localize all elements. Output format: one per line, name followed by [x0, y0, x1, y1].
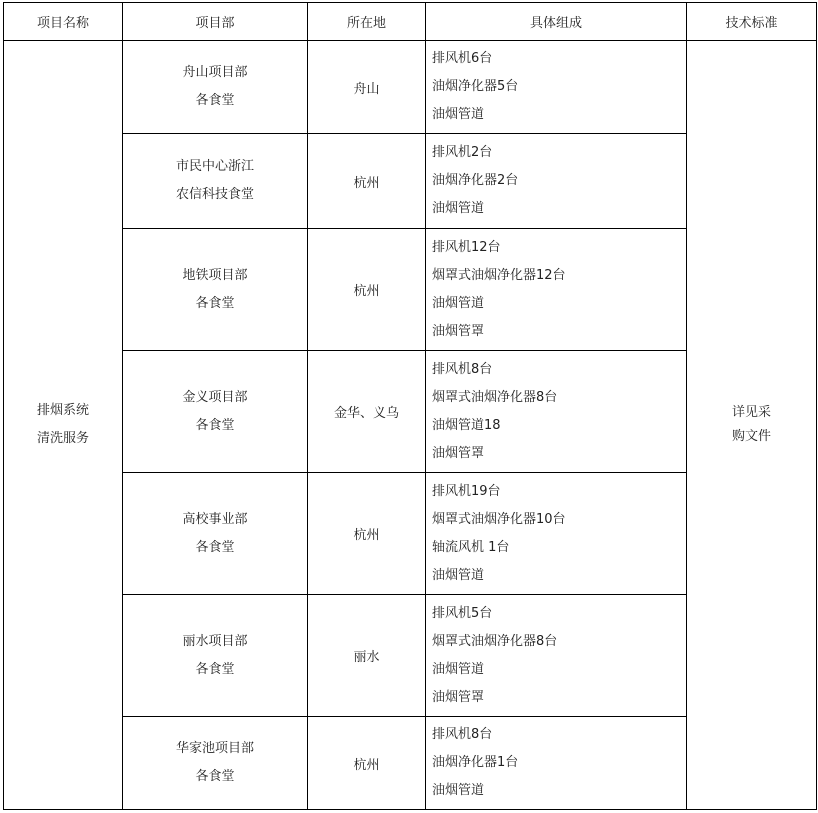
component-item: 油烟管道18: [432, 417, 501, 433]
department-line: 华家池项目部: [175, 741, 254, 756]
tech-standard-line: 详见采: [731, 405, 771, 420]
department-line: 金义项目部: [182, 389, 248, 405]
department-cell: [123, 595, 308, 717]
location-cell: 金华、义乌: [308, 351, 426, 473]
component-item: 油烟管道: [432, 295, 485, 311]
department-line: 各食堂: [195, 93, 235, 108]
component-item: 油烟管罩: [432, 323, 485, 339]
project-name-line: 排烟系统: [36, 403, 89, 418]
component-item: 排风机2台: [432, 145, 493, 160]
component-item: 烟罩式油烟净化器8台: [432, 633, 558, 649]
component-item: 油烟净化器5台: [432, 79, 519, 94]
component-item: 排风机12台: [432, 239, 501, 255]
location-cell: 杭州: [308, 229, 426, 351]
component-item: 排风机5台: [432, 605, 493, 621]
location-cell: 杭州: [308, 134, 426, 229]
component-item: 油烟净化器1台: [432, 755, 519, 770]
header-department: 项目部: [123, 3, 308, 41]
department-line: 舟山项目部: [182, 65, 248, 80]
component-item: 油烟管罩: [432, 689, 485, 705]
header-tech-standard: 技术标准: [687, 3, 817, 41]
tech-standard-line: 购文件: [731, 429, 771, 444]
department-line: 高校事业部: [182, 511, 248, 527]
component-item: 油烟管道: [432, 107, 485, 122]
location-cell: 舟山: [308, 41, 426, 134]
components-cell: [426, 351, 687, 473]
components-cell: [426, 473, 687, 595]
table-row: [4, 41, 817, 134]
component-item: 排风机19台: [432, 483, 501, 499]
department-cell: [123, 351, 308, 473]
header-location: 所在地: [308, 3, 426, 41]
components-cell: [426, 717, 687, 810]
department-cell: [123, 41, 308, 134]
tech-standard-cell: [687, 41, 817, 810]
equipment-table: [3, 2, 817, 810]
location-cell: 杭州: [308, 717, 426, 810]
component-item: 烟罩式油烟净化器10台: [432, 511, 566, 527]
components-cell: [426, 134, 687, 229]
component-item: 排风机8台: [432, 727, 493, 742]
department-cell: [123, 717, 308, 810]
header-row: [4, 3, 817, 41]
component-item: 烟罩式油烟净化器8台: [432, 389, 558, 405]
department-line: 市民中心浙江: [175, 159, 254, 174]
department-line: 各食堂: [195, 295, 235, 311]
components-cell: [426, 595, 687, 717]
department-line: 丽水项目部: [182, 633, 248, 649]
project-name-line: 清洗服务: [36, 431, 89, 446]
component-item: 排风机6台: [432, 51, 493, 66]
location-cell: 杭州: [308, 473, 426, 595]
component-item: 油烟管道: [432, 661, 485, 677]
department-line: 各食堂: [195, 769, 235, 784]
component-item: 油烟管道: [432, 783, 485, 798]
components-cell: [426, 41, 687, 134]
component-item: 轴流风机 1台: [432, 539, 510, 555]
header-components: 具体组成: [426, 3, 687, 41]
project-name-cell: [4, 41, 123, 810]
component-item: 油烟管道: [432, 567, 485, 583]
header-project-name: 项目名称: [4, 3, 123, 41]
component-item: 油烟净化器2台: [432, 173, 519, 188]
component-item: 油烟管罩: [432, 445, 485, 461]
component-item: 油烟管道: [432, 201, 485, 216]
department-line: 各食堂: [195, 539, 235, 555]
department-line: 各食堂: [195, 661, 235, 677]
department-line: 地铁项目部: [182, 267, 248, 283]
location-cell: 丽水: [308, 595, 426, 717]
component-item: 烟罩式油烟净化器12台: [432, 267, 566, 283]
department-line: 各食堂: [195, 417, 235, 433]
department-cell: [123, 134, 308, 229]
department-cell: [123, 229, 308, 351]
components-cell: [426, 229, 687, 351]
component-item: 排风机8台: [432, 361, 493, 377]
department-cell: [123, 473, 308, 595]
department-line: 农信科技食堂: [175, 187, 254, 202]
